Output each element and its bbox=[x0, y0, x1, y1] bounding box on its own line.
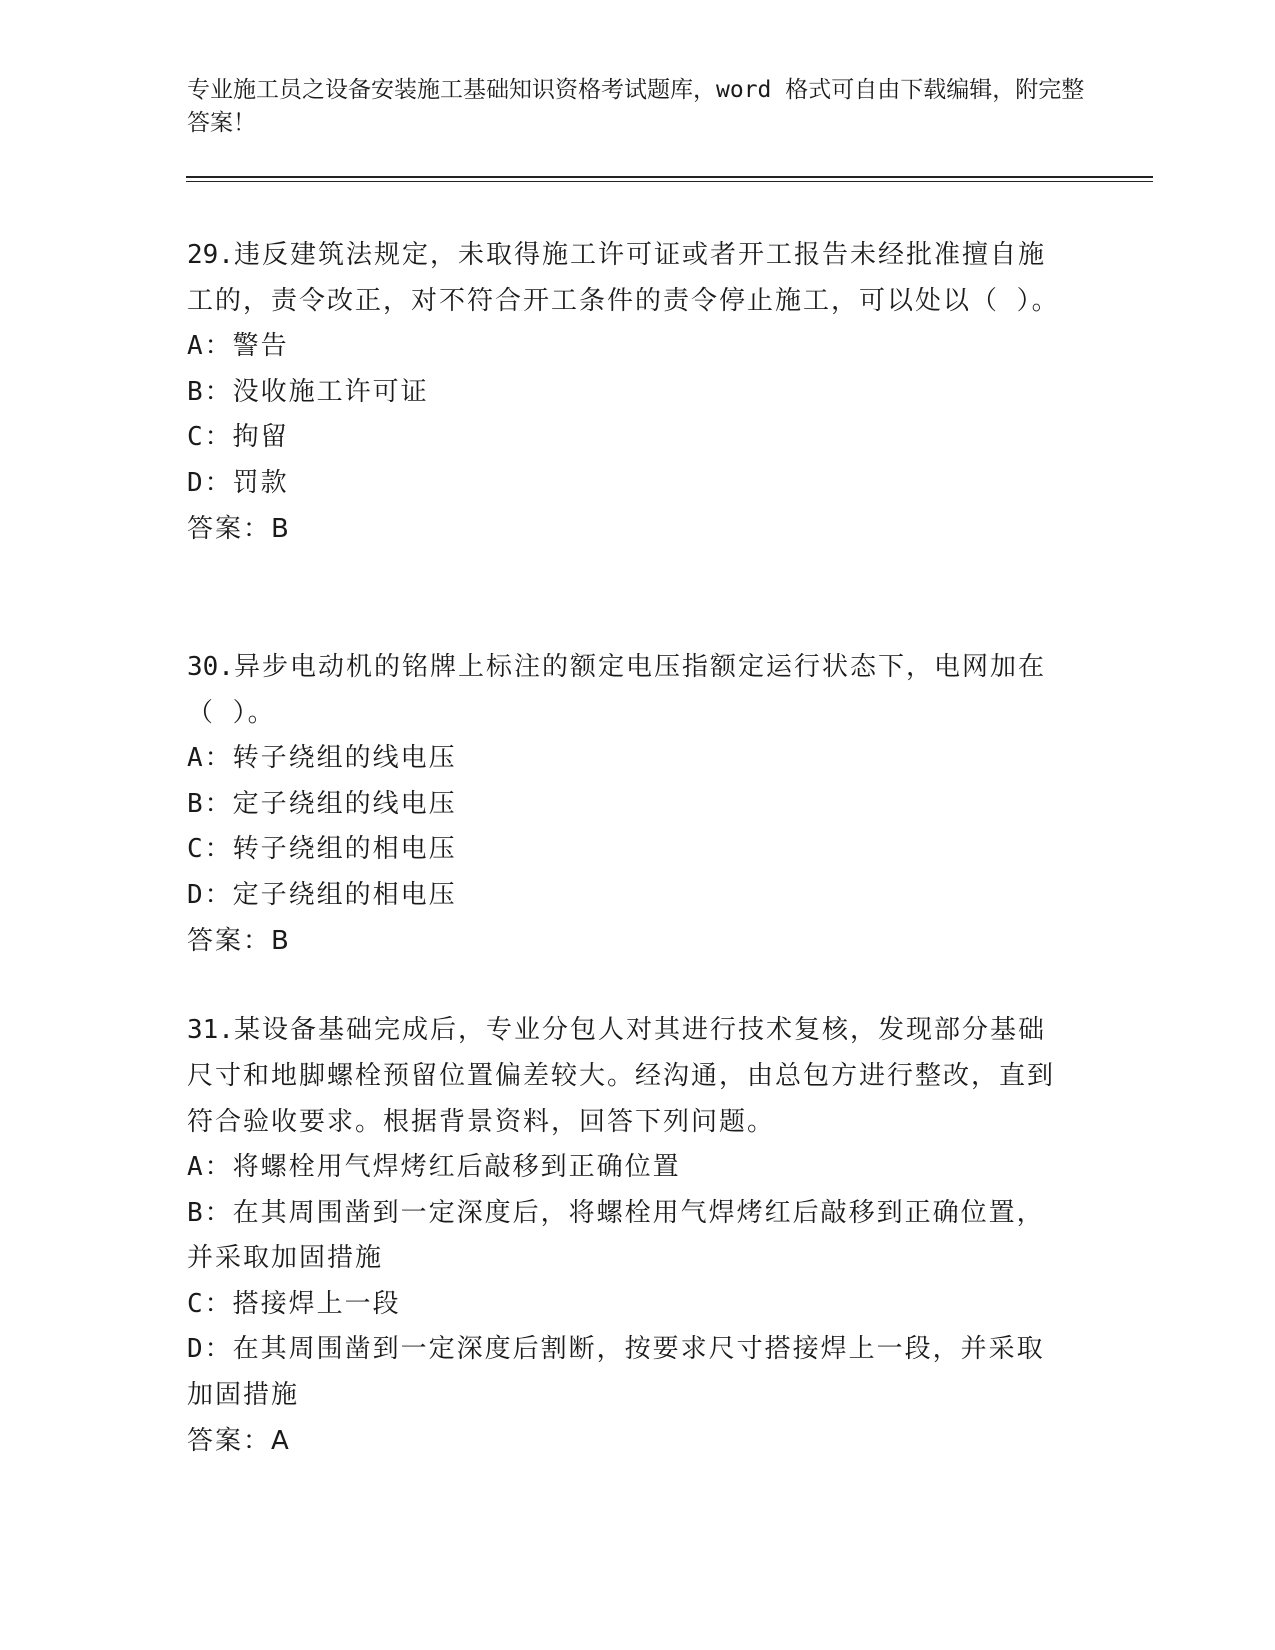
question-stem bbox=[187, 644, 1067, 736]
answer: 答案：B bbox=[187, 926, 291, 956]
question-number: 29. bbox=[187, 240, 234, 270]
option-c: C：转子绕组的相电压 bbox=[187, 834, 457, 864]
header-text: 专业施工员之设备安装施工基础知识资格考试题库，word 格式可自由下载编辑，附完整答案！ bbox=[187, 77, 1085, 136]
option-c: C：搭接焊上一段 bbox=[187, 1288, 401, 1319]
question-29 bbox=[187, 232, 1067, 552]
document-header bbox=[187, 74, 1087, 140]
question-stem bbox=[187, 232, 1067, 324]
question-stem bbox=[187, 1007, 1067, 1145]
option-b: B：在其周围凿到一定深度后，将螺栓用气焊烤红后敲移到正确位置，并采取加固措施 bbox=[187, 1197, 1045, 1273]
option-d: D：定子绕组的相电压 bbox=[187, 879, 457, 910]
option-d: D：在其周围凿到一定深度后割断，按要求尺寸搭接焊上一段，并采取加固措施 bbox=[187, 1334, 1045, 1410]
question-text: 违反建筑法规定，未取得施工许可证或者开工报告未经批准擅自施工的，责令改正，对不符合开工条件的责令停止施工，可以处以（ ）。 bbox=[187, 240, 1060, 316]
option-a: A：将螺栓用气焊烤红后敲移到正确位置 bbox=[187, 1152, 681, 1182]
question-text: 某设备基础完成后，专业分包人对其进行技术复核，发现部分基础尺寸和地脚螺栓预留位置偏差较大。经沟通，由总包方进行整改，直到符合验收要求。根据背景资料，回答下列问题。 bbox=[187, 1015, 1056, 1137]
question-number: 30. bbox=[187, 652, 234, 682]
question-30 bbox=[187, 644, 1067, 964]
option-c: C：拘留 bbox=[187, 422, 289, 452]
question-number: 31. bbox=[187, 1015, 234, 1045]
answer: 答案：B bbox=[187, 514, 291, 544]
option-a: A：转子绕组的线电压 bbox=[187, 743, 457, 773]
option-b: B：没收施工许可证 bbox=[187, 376, 429, 407]
option-d: D：罚款 bbox=[187, 467, 289, 498]
header-divider-thin bbox=[186, 181, 1153, 182]
option-b: B：定子绕组的线电压 bbox=[187, 788, 457, 819]
question-text: 异步电动机的铭牌上标注的额定电压指额定运行状态下，电网加在（ ）。 bbox=[187, 652, 1046, 728]
option-a: A：警告 bbox=[187, 331, 289, 361]
header-divider-thick bbox=[186, 176, 1153, 178]
question-31 bbox=[187, 1007, 1067, 1464]
answer: 答案：A bbox=[187, 1426, 291, 1456]
